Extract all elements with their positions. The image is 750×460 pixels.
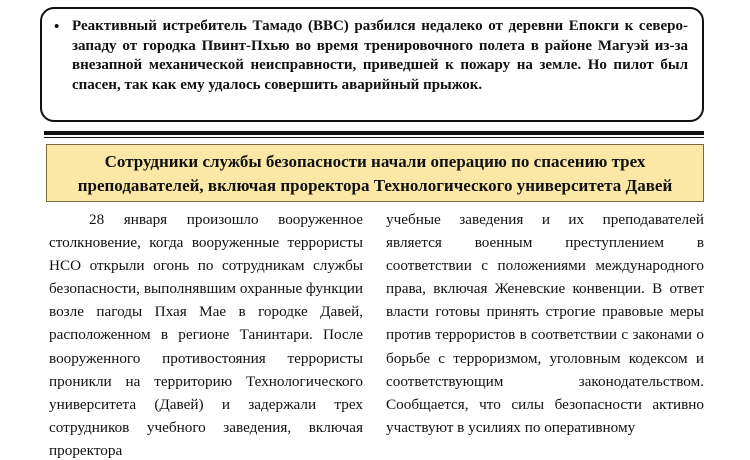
section-divider-thick bbox=[44, 131, 704, 135]
news-brief-box bbox=[40, 7, 704, 122]
section-divider-thin bbox=[44, 137, 704, 138]
article-headline: Сотрудники службы безопасности начали операцию по спасению трех преподавателей, включая проректора Технологического университета Давей bbox=[46, 144, 704, 202]
article-column-left: 28 января произошло вооруженное столкновение, когда вооруженные террористы НСО открыли огонь по сотрудникам службы безопасности, выполнявшим охранные функции возле пагоды Пхая Мае в городке Давей, расположенном в регионе Танинтари. После вооруженного противостояния террористы проникли на территорию Технологического университета (Давей) и задержали трех сотрудников учебного заведения, включая проректора bbox=[49, 211, 363, 459]
news-brief-text: Реактивный истребитель Тамадо (ВВС) разбился недалеко от деревни Епокги к северо-западу от городка Пвинт-Пхью во время тренировочного полета в районе Магуэй из-за внезапной механической неисправности, приведшей к пожару на земле. Но пилот был спасен, так как ему удалось совершить аварийный прыжок. bbox=[72, 18, 688, 93]
news-brief-item bbox=[54, 17, 688, 95]
bullet-icon: • bbox=[54, 19, 60, 35]
article-column-right: учебные заведения и их преподавателей является военным преступлением в соответствии с положениями международного права, включая Женевские конвенции. В ответ власти готовы принять строгие правовые меры против террористов в соответствии с законами о борьбе с терроризмом, уголовным кодексом и соответствующим законодательством. Сообщается, что силы безопасности активно участвуют в усилиях по оперативному bbox=[386, 211, 704, 436]
article-body bbox=[49, 208, 704, 460]
